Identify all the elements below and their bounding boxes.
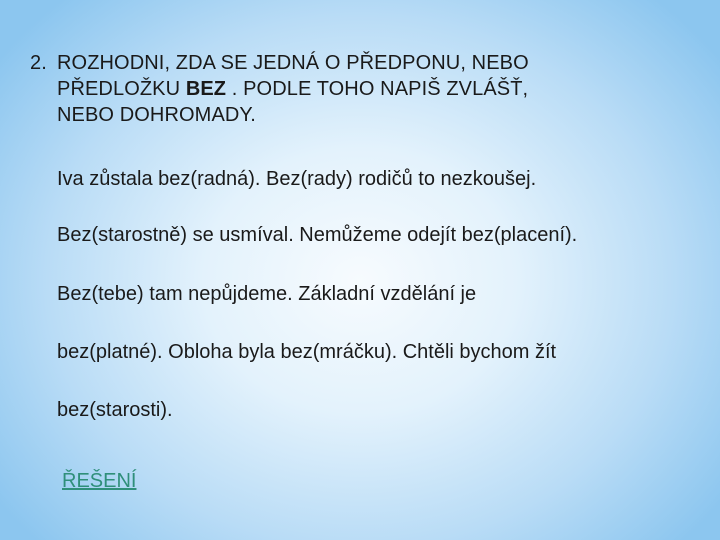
task-heading-line-2-end: . PODLE TOHO NAPIŠ ZVLÁŠŤ, [226,78,529,100]
exercise-line-4: bez(platné). Obloha byla bez(mráčku). Chtěli bychom žít [57,341,557,363]
keyword-bez: BEZ [185,78,227,100]
exercise-line-2: Bez(starostně) se usmíval. Nemůžeme odejít bez(placení). [57,224,578,246]
task-number: 2. [30,52,47,74]
task-heading-line-3: NEBO DOHROMADY. [57,104,256,126]
exercise-line-5: bez(starosti). [57,399,173,421]
task-heading-line-2-start: PŘEDLOŽKU [57,78,186,100]
task-heading [30,50,670,128]
task-heading-line-1: ROZHODNI, ZDA SE JEDNÁ O PŘEDPONU, NEBO [57,52,529,74]
solution-link[interactable]: ŘEŠENÍ [62,470,137,492]
exercise-line-3: Bez(tebe) tam nepůjdeme. Základní vzdělání je [57,283,477,305]
exercise-line-1: Iva zůstala bez(radná). Bez(rady) rodičů to nezkoušej. [57,168,537,190]
task-heading-line-2 [57,76,670,102]
